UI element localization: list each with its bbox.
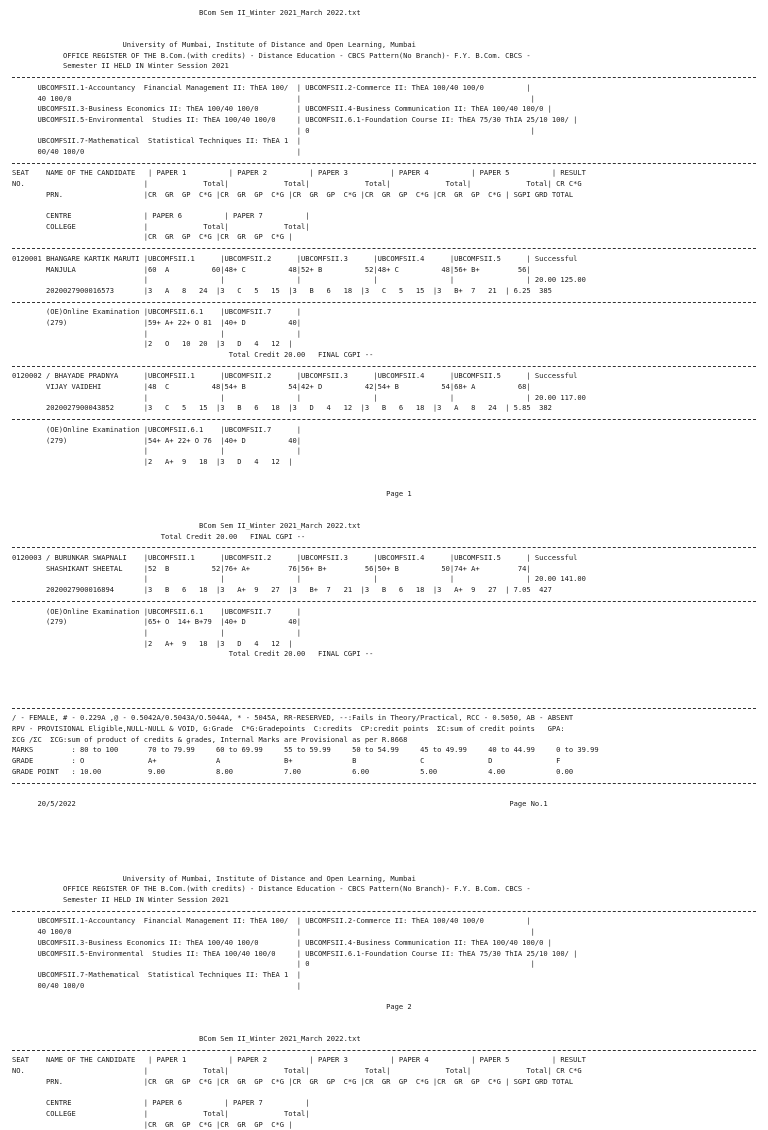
blank-line: [12, 29, 756, 40]
text-line: | | | | | | 20.00 117.00: [12, 393, 756, 404]
text-line: (OE)Online Examination |UBCOMFSII.6.1 |UBCOMFSII.7 |: [12, 307, 756, 318]
text-line: PRN. |CR GR GP C*G |CR GR GP C*G |CR GR GP C*G |CR GR GP C*G |CR GR GP C*G | SGPI GRD TOTAL: [12, 1077, 756, 1088]
dashed-separator: [12, 542, 756, 553]
blank-line: [12, 681, 756, 692]
text-line: | | |: [12, 446, 756, 457]
text-line: 0120002 / BHAYADE PRADNYA |UBCOMFSII.1 |UBCOMFSII.2 |UBCOMFSII.3 |UBCOMFSII.4 |UBCOMFSII.5 | Successful: [12, 371, 756, 382]
blank-line: [12, 692, 756, 703]
text-line: UBCOMFSII.5-Environmental Studies II: ThEA 100/40 100/0 | UBCOMFSII.6.1-Foundation Course II: ThEA 75/30 ThIA 25/10 100/ |: [12, 949, 756, 960]
text-line: UBCOMFSII.3-Business Economics II: ThEA 100/40 100/0 | UBCOMFSII.4-Business Communication II: ThEA 100/40 100/0 |: [12, 104, 756, 115]
text-line: 2020027900043852 |3 C 5 15 |3 B 6 18 |3 D 4 12 |3 B 6 18 |3 A 8 24 | 5.85 382: [12, 403, 756, 414]
blank-line: [12, 660, 756, 671]
blank-line: [12, 1013, 756, 1024]
text-line: UBCOMFSII.3-Business Economics II: ThEA 100/40 100/0 | UBCOMFSII.4-Business Communication II: ThEA 100/40 100/0 |: [12, 938, 756, 949]
text-line: | 0 |: [12, 959, 756, 970]
blank-line: [12, 852, 756, 863]
text-line: University of Mumbai, Institute of Distance and Open Learning, Mumbai: [12, 874, 756, 885]
text-line: BCom Sem II_Winter 2021_March 2022.txt: [12, 521, 756, 532]
text-line: SEAT NAME OF THE CANDIDATE | PAPER 1 | PAPER 2 | PAPER 3 | PAPER 4 | PAPER 5 | RESULT: [12, 1055, 756, 1066]
text-line: 0120001 BHANGARE KARTIK MARUTI |UBCOMFSII.1 |UBCOMFSII.2 |UBCOMFSII.3 |UBCOMFSII.4 |UBCOMFSII.5 | Successful: [12, 254, 756, 265]
text-line: ƩCG /ƩC ƩCG:sum of product of credits & grades, Internal Marks are Provisional as per R.8668: [12, 735, 756, 746]
dashed-separator: [12, 414, 756, 425]
text-line: 40 100/0 | |: [12, 927, 756, 938]
text-line: (OE)Online Examination |UBCOMFSII.6.1 |UBCOMFSII.7 |: [12, 425, 756, 436]
blank-line: [12, 863, 756, 874]
text-line: | | | | | | 20.00 141.00: [12, 574, 756, 585]
blank-line: [12, 788, 756, 799]
dashed-separator: [12, 778, 756, 789]
text-line: |2 A+ 9 18 |3 D 4 12 |: [12, 457, 756, 468]
text-line: UBCOMFSII.7-Mathematical Statistical Techniques II: ThEA 1 |: [12, 970, 756, 981]
text-line: UBCOMFSII.1-Accountancy Financial Management II: ThEA 100/ | UBCOMFSII.2-Commerce II: ThEA 100/40 100/0 |: [12, 916, 756, 927]
text-line: PRN. |CR GR GP C*G |CR GR GP C*G |CR GR GP C*G |CR GR GP C*G |CR GR GP C*G | SGPI GRD TOTAL: [12, 190, 756, 201]
text-line: UBCOMFSII.1-Accountancy Financial Management II: ThEA 100/ | UBCOMFSII.2-Commerce II: ThEA 100/40 100/0 |: [12, 83, 756, 94]
text-line: UBCOMFSII.7-Mathematical Statistical Techniques II: ThEA 1 |: [12, 136, 756, 147]
blank-line: [12, 19, 756, 30]
text-line: Page 1: [12, 489, 756, 500]
text-line: | | |: [12, 628, 756, 639]
text-line: 00/40 100/0 |: [12, 147, 756, 158]
text-line: Total Credit 20.00 FINAL CGPI --: [12, 649, 756, 660]
document-page: [12, 8, 756, 1130]
text-line: 2020027900016894 |3 B 6 18 |3 A+ 9 27 |3 B+ 7 21 |3 B 6 18 |3 A+ 9 27 | 7.05 427: [12, 585, 756, 596]
blank-line: [12, 991, 756, 1002]
text-line: BCom Sem II_Winter 2021_March 2022.txt: [12, 8, 756, 19]
text-line: RPV - PROVISIONAL Eligible,NULL-NULL & VOID, G:Grade C*G:Gradepoints C:credits CP:credit points ƩC:sum of credit points GPA:: [12, 724, 756, 735]
dashed-separator: [12, 243, 756, 254]
dashed-separator: [12, 596, 756, 607]
blank-line: [12, 842, 756, 853]
dashed-separator: [12, 361, 756, 372]
text-line: CENTRE | PAPER 6 | PAPER 7 |: [12, 1098, 756, 1109]
text-line: COLLEGE | Total| Total|: [12, 222, 756, 233]
blank-line: [12, 671, 756, 682]
text-line: |CR GR GP C*G |CR GR GP C*G |: [12, 1120, 756, 1130]
text-line: 20/5/2022 Page No.1: [12, 799, 756, 810]
text-line: SHASHIKANT SHEETAL |52 B 52|76+ A+ 76|56+ B+ 56|50+ B 50|74+ A+ 74|: [12, 564, 756, 575]
text-line: (279) |54+ A+ 22+ O 76 |40+ D 40|: [12, 436, 756, 447]
text-line: NO. | Total| Total| Total| Total| Total| CR C*G: [12, 179, 756, 190]
text-line: NO. | Total| Total| Total| Total| Total| CR C*G: [12, 1066, 756, 1077]
dashed-separator: [12, 72, 756, 83]
blank-line: [12, 478, 756, 489]
text-line: MARKS : 80 to 100 70 to 79.99 60 to 69.99 55 to 59.99 50 to 54.99 45 to 49.99 40 to 44.99 0 to 39.99: [12, 745, 756, 756]
text-line: Total Credit 20.00 FINAL CGPI --: [12, 532, 756, 543]
text-line: MANJULA |60 A 60|48+ C 48|52+ B 52|48+ C 48|56+ B+ 56|: [12, 265, 756, 276]
text-line: Page 2: [12, 1002, 756, 1013]
text-line: Total Credit 20.00 FINAL CGPI --: [12, 350, 756, 361]
blank-line: [12, 500, 756, 511]
text-line: GRADE POINT : 10.00 9.00 8.00 7.00 6.00 5.00 4.00 0.00: [12, 767, 756, 778]
blank-line: [12, 200, 756, 211]
blank-line: [12, 831, 756, 842]
dashed-separator: [12, 158, 756, 169]
dashed-separator: [12, 906, 756, 917]
text-line: OFFICE REGISTER OF THE B.Com.(with credits) - Distance Education - CBCS Pattern(No Branch)- F.Y. B.Com. CBCS -: [12, 884, 756, 895]
text-line: University of Mumbai, Institute of Distance and Open Learning, Mumbai: [12, 40, 756, 51]
text-line: / - FEMALE, # - 0.229A ,@ - 0.5042A/0.5043A/O.5044A, * - 5045A, RR-RESERVED, --:Fails in Theory/Practical, RCC - 0.5050, AB - ABSENT: [12, 713, 756, 724]
text-line: 00/40 100/0 |: [12, 981, 756, 992]
text-line: |2 O 10 20 |3 D 4 12 |: [12, 339, 756, 350]
text-line: (279) |59+ A+ 22+ O 81 |40+ D 40|: [12, 318, 756, 329]
text-line: | | |: [12, 329, 756, 340]
text-line: |CR GR GP C*G |CR GR GP C*G |: [12, 232, 756, 243]
text-line: COLLEGE | Total| Total|: [12, 1109, 756, 1120]
text-line: CENTRE | PAPER 6 | PAPER 7 |: [12, 211, 756, 222]
blank-line: [12, 468, 756, 479]
text-line: VIJAY VAIDEHI |48 C 48|54+ B 54|42+ D 42|54+ B 54|68+ A 68|: [12, 382, 756, 393]
text-line: BCom Sem II_Winter 2021_March 2022.txt: [12, 1034, 756, 1045]
blank-line: [12, 510, 756, 521]
text-line: GRADE : O A+ A B+ B C D F: [12, 756, 756, 767]
text-line: OFFICE REGISTER OF THE B.Com.(with credits) - Distance Education - CBCS Pattern(No Branch)- F.Y. B.Com. CBCS -: [12, 51, 756, 62]
blank-line: [12, 810, 756, 821]
blank-line: [12, 1023, 756, 1034]
blank-line: [12, 820, 756, 831]
dashed-separator: [12, 703, 756, 714]
text-line: | 0 |: [12, 126, 756, 137]
text-line: (279) |65+ O 14+ B+79 |40+ D 40|: [12, 617, 756, 628]
text-line: SEAT NAME OF THE CANDIDATE | PAPER 1 | PAPER 2 | PAPER 3 | PAPER 4 | PAPER 5 | RESULT: [12, 168, 756, 179]
text-line: Semester II HELD IN Winter Session 2021: [12, 895, 756, 906]
text-line: |2 A+ 9 18 |3 D 4 12 |: [12, 639, 756, 650]
dashed-separator: [12, 1045, 756, 1056]
text-line: (OE)Online Examination |UBCOMFSII.6.1 |UBCOMFSII.7 |: [12, 607, 756, 618]
text-line: 2020027900016573 |3 A 8 24 |3 C 5 15 |3 B 6 18 |3 C 5 15 |3 B+ 7 21 | 6.25 385: [12, 286, 756, 297]
text-line: 40 100/0 | |: [12, 94, 756, 105]
blank-line: [12, 1087, 756, 1098]
dashed-separator: [12, 297, 756, 308]
text-line: 0120003 / BURUNKAR SWAPNALI |UBCOMFSII.1 |UBCOMFSII.2 |UBCOMFSII.3 |UBCOMFSII.4 |UBCOMFSII.5 | Successful: [12, 553, 756, 564]
text-line: Semester II HELD IN Winter Session 2021: [12, 61, 756, 72]
text-line: | | | | | | 20.00 125.00: [12, 275, 756, 286]
text-line: UBCOMFSII.5-Environmental Studies II: ThEA 100/40 100/0 | UBCOMFSII.6.1-Foundation Course II: ThEA 75/30 ThIA 25/10 100/ |: [12, 115, 756, 126]
